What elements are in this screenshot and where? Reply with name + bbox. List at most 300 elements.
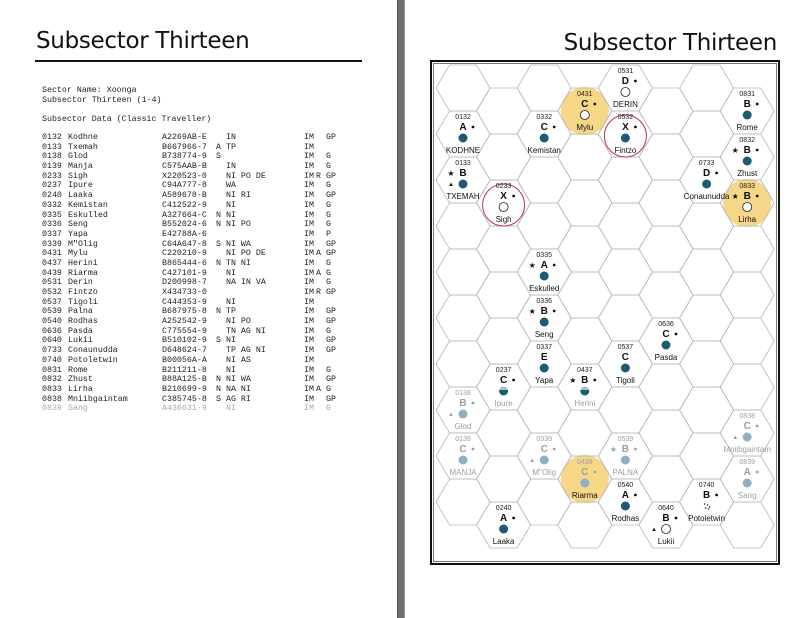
world-0332 [528,114,561,155]
gas-giant-icon [593,103,596,106]
hex-cell [477,272,531,318]
world-name: Yapa [535,376,554,385]
world-hex: 0740 [42,355,62,365]
hex-cell [598,295,652,341]
world-gg: G [326,220,331,230]
world-alleg: IM [304,346,314,356]
world-zone: R [316,288,321,297]
hex-cell [477,318,531,364]
world-0532 [604,114,646,157]
world-gg: P [326,229,331,239]
world-alleg: IM [304,326,314,336]
scout-base-icon: ▲ [651,527,657,533]
world-alleg: IM [304,375,314,385]
hex-cell [558,134,612,180]
planet-icon [621,134,630,143]
gas-giant-icon [593,379,596,382]
gas-giant-icon [472,402,475,405]
world-0237 [494,367,515,408]
world-alleg: IM [304,220,314,230]
gas-giant-icon [472,126,475,129]
world-name: Pasda [68,326,93,336]
world-name: Lukii [68,336,93,346]
gas-giant-icon [756,471,759,474]
world-base: N [216,220,221,230]
world-0831 [737,91,759,132]
subsector-line: Subsector Thirteen (1-4) [42,96,162,105]
hex-number: 0838 [739,413,755,420]
world-0832 [732,137,759,178]
hex-number: 0537 [617,344,634,351]
world-gg: GP [326,191,336,201]
world-uwp: B865444-6 [162,258,207,268]
planet-icon [702,180,711,189]
world-gg: GP [326,346,336,356]
world-codes: NI RI [226,191,251,201]
hex-cell [639,226,693,272]
world-uwp: C412522-9 [162,200,207,210]
world-name: Conaunudda [683,192,730,201]
world-codes: NI WA [226,239,251,249]
planet-icon [540,456,549,465]
hex-cell [436,65,490,111]
world-alleg: IM [304,181,314,191]
starport-class: C [499,375,508,386]
starport-class: X [500,191,507,202]
world-name: Laaka [492,537,515,546]
starport-class: B [621,444,630,455]
world-gg: G [326,162,331,172]
world-name: Mniibgaintam [68,394,128,404]
world-row [42,240,362,250]
world-alleg: IM [304,200,314,210]
world-name: PALNA [612,468,639,477]
hex-number: 0540 [617,482,634,489]
world-codes: NI [226,336,236,346]
world-row [42,317,362,327]
world-alleg: IM [304,268,314,278]
world-alleg: IM [304,404,314,414]
world-0139 [449,436,477,477]
starport-class: C [662,329,670,340]
planet-icon [459,410,468,419]
world-0339 [529,436,556,477]
world-hex: 0640 [42,336,62,346]
world-hex: 0132 [42,133,62,142]
planet-icon [743,111,752,120]
world-hex: 0431 [42,249,62,259]
left-page [0,0,397,618]
gas-giant-icon [634,126,637,129]
hex-cell [720,502,774,548]
world-codes: TN AG NI [226,326,266,336]
gas-giant-icon [634,494,637,497]
world-name: Riarma [68,268,98,278]
planet-no-water-icon [743,203,752,212]
world-alleg: IM [304,229,314,239]
scout-base-icon: ▲ [529,458,536,464]
gas-giant-icon [715,494,718,497]
world-name: Yapa [68,229,88,239]
world-0539 [610,436,639,477]
world-row [42,366,362,376]
world-uwp: D648624-7 [162,346,207,356]
hex-cell [598,203,652,249]
world-0336 [529,298,556,339]
hex-cell [598,157,652,203]
world-uwp: B687975-8 [162,307,207,317]
hex-cell [477,410,531,456]
world-0640 [651,505,677,546]
hex-number: 0539 [617,436,634,443]
world-name: Rodhas [68,317,98,327]
world-hex: 0339 [42,239,62,249]
hex-number: 0831 [739,91,755,98]
gas-giant-icon [756,149,759,152]
world-row [42,133,362,143]
world-hex: 0838 [42,394,62,404]
world-alleg: IM [304,258,314,268]
world-name: Palna [68,307,93,317]
starport-class: B [743,99,751,110]
world-codes: NI [226,268,236,278]
naval-base-icon: ★ [731,146,739,155]
world-name: Rodhas [611,514,640,523]
world-zone: A [316,268,321,278]
planet-icon [540,272,549,281]
world-hex: 0733 [42,346,62,356]
hex-cell [680,65,734,111]
hex-cell [436,341,490,387]
world-name: Fintzo [614,146,637,155]
gas-giant-icon [553,126,556,129]
world-gg: G [326,268,331,278]
world-name: Eskulled [68,210,108,220]
world-codes: NI AS [226,355,251,365]
world-uwp: B552024-6 [162,220,207,230]
world-alleg: IM [304,297,314,307]
planet-no-water-icon [580,111,589,120]
world-0636 [655,321,678,362]
starport-class: A [540,260,548,271]
subsector-data-heading: Subsector Data (Classic Traveller) [42,115,212,124]
world-gg: GP [326,375,336,385]
page-title: Subsector Thirteen [36,28,250,54]
world-uwp: A252542-9 [162,317,207,327]
hex-cell [558,410,612,456]
hex-number: 0240 [495,505,512,512]
world-codes: NI [226,200,236,210]
world-gg: G [326,365,331,375]
world-row [42,395,362,405]
world-hex: 0337 [42,229,62,239]
gas-giant-icon [634,448,637,451]
world-name: Zhust [68,375,93,385]
hex-cell [680,249,734,295]
hex-cell [720,364,774,410]
hex-cell [639,272,693,318]
planet-icon [743,479,752,488]
hex-cell [598,249,652,295]
world-alleg: IM [304,152,314,162]
world-name: Laaka [68,191,93,201]
world-gg: GP [326,288,336,297]
world-base: A [216,142,221,152]
world-uwp: C427101-9 [162,268,207,278]
world-0540 [612,482,640,523]
planet-icon [621,502,630,511]
world-base: N [216,210,221,220]
world-name: Mylu [68,249,88,259]
page-gutter [397,0,405,618]
world-gg: G [326,278,331,288]
world-name: M"Olig [68,239,98,249]
gas-giant-icon [593,471,596,474]
world-row [42,269,362,279]
world-uwp: A589678-B [162,191,207,201]
hex-number: 0431 [577,91,593,98]
world-codes: AG RI [226,394,251,404]
world-alleg: IM [304,210,314,220]
planet-no-water-icon [662,525,671,534]
world-row [42,288,362,298]
world-row [42,375,362,385]
planet-icon [621,456,630,465]
hex-number: 0437 [577,367,593,374]
world-row [42,201,362,211]
gas-giant-icon [553,310,556,313]
world-hex: 0439 [42,268,62,278]
world-uwp: D200998-7 [162,278,207,288]
hex-number: 0332 [536,114,552,121]
world-codes: NA IN VA [226,278,266,288]
world-uwp: B738774-9 [162,152,207,162]
world-name: MANJA [449,468,477,477]
world-hex: 0237 [42,181,62,191]
world-hex: 0833 [42,384,62,394]
hex-cell [477,134,531,180]
hex-number: 0336 [536,298,552,305]
hex-number: 0133 [455,160,471,167]
water-world-highlight [499,386,509,390]
world-gg: G [326,384,331,394]
world-name: KODHNE [445,146,481,155]
starport-class: E [540,352,548,363]
world-0839 [738,459,759,500]
hex-number: 0839 [739,459,755,466]
hex-cell [639,180,693,226]
world-uwp: E42788A-6 [162,229,207,239]
water-world-highlight [580,386,590,390]
world-row [42,356,362,366]
naval-base-icon: ★ [528,307,536,316]
world-hex: 0531 [42,278,62,288]
hex-cell [517,157,571,203]
hex-cell [558,180,612,226]
world-0437 [569,367,596,408]
asteroid-icon [708,508,710,510]
world-codes: IN [226,162,236,172]
world-uwp: B510102-9 [162,336,207,346]
world-codes: IN [226,133,236,142]
world-uwp: B667966-7 [162,142,207,152]
world-row [42,230,362,240]
world-gg: G [326,326,331,336]
world-0740 [688,482,725,523]
world-uwp: B211211-8 [162,365,207,375]
world-alleg: IM [304,239,314,249]
naval-base-icon: ★ [609,445,617,454]
gas-giant-icon [756,103,759,106]
world-codes: TP AG NI [226,346,266,356]
planet-icon [743,433,752,442]
world-name: Tigoli [68,297,98,307]
hex-number: 0532 [617,114,634,121]
hex-number: 0640 [658,505,674,512]
hex-cell [598,387,652,433]
world-uwp: X220523-0 [162,171,207,181]
world-name: Potoletwin [68,355,118,365]
scout-base-icon: ▲ [448,412,454,418]
hex-cell [639,456,693,502]
world-row [42,346,362,356]
world-alleg: IM [304,394,314,404]
gas-giant-icon [675,333,678,336]
asteroid-icon [704,503,706,505]
world-codes: NI [226,365,236,375]
starport-class: D [621,76,630,87]
hex-cell [558,502,612,548]
gas-giant-icon [756,425,759,428]
world-uwp: B88A125-B [162,375,207,385]
hex-cell [436,295,490,341]
planet-no-water-icon [621,88,630,97]
world-name: Riarma [571,491,598,500]
world-hex: 0839 [42,404,62,414]
world-hex: 0832 [42,375,62,385]
title-rule [35,60,362,62]
world-codes: NI PO [226,317,251,327]
naval-base-icon: ★ [731,192,739,201]
world-gg: G [326,404,331,414]
world-name: Sigh [68,171,88,181]
asteroid-icon [707,504,709,506]
world-row [42,211,362,221]
world-gg: G [326,181,331,191]
hex-cell [436,203,490,249]
world-gg: GP [326,307,336,317]
world-name: Sang [68,404,88,414]
world-name: Lirha [738,215,757,224]
world-row [42,220,362,230]
hex-cell [680,111,734,157]
gas-giant-icon [675,517,678,520]
hex-number: 0832 [739,137,755,144]
world-hex: 0332 [42,200,62,210]
world-row [42,336,362,346]
world-base: N [216,307,221,317]
world-data-table [42,133,362,414]
world-row [42,327,362,337]
world-name: Ipure [68,181,93,191]
world-hex: 0139 [42,162,62,172]
world-0733 [684,160,730,201]
world-name: Conaunudda [68,346,118,356]
starport-class: B [581,375,589,386]
scout-base-icon: ▲ [448,182,454,188]
hex-cell [436,479,490,525]
world-codes: TP [226,307,236,317]
world-uwp: C444353-9 [162,297,207,307]
world-uwp: C94A777-8 [162,181,207,191]
world-name: Mylu [576,123,594,132]
hex-number: 0132 [455,114,471,121]
gas-giant-icon [553,264,556,267]
world-0838 [723,413,771,454]
world-name: Sigh [495,215,512,224]
world-alleg: IM [304,142,314,152]
world-base: S [216,394,221,404]
gas-giant-icon [512,195,515,198]
world-codes: NI WA [226,375,251,385]
world-name: Glod [454,422,472,431]
world-row [42,152,362,162]
starport-class: B [540,306,548,317]
world-codes: NI PO DE [226,249,266,259]
world-row [42,191,362,201]
world-row [42,181,362,191]
planet-icon [540,134,549,143]
planet-icon [662,341,671,350]
starport-class: C [581,467,589,478]
world-hex: 0437 [42,258,62,268]
starport-class: B [743,145,751,156]
world-name: DERIN [612,100,638,109]
planet-icon [540,318,549,327]
asteroid-icon [705,507,707,509]
world-codes: NI [226,404,236,414]
hex-number: 0531 [617,68,634,75]
world-alleg: IM [304,278,314,288]
planet-icon [621,364,630,373]
asteroid-icon [709,506,711,508]
world-alleg: IM [304,384,314,394]
hex-number: 0337 [536,344,552,351]
world-hex: 0240 [42,191,62,201]
subsector-hex-map [430,60,780,565]
world-alleg: IM [304,191,314,201]
world-row [42,385,362,395]
naval-base-icon: ★ [528,261,536,270]
world-name: Ipure [494,399,513,408]
hex-cell [720,272,774,318]
world-uwp: C385745-8 [162,394,207,404]
world-row [42,172,362,182]
world-alleg: IM [304,317,314,327]
world-hex: 0539 [42,307,62,317]
world-zone: A [316,249,321,259]
world-gg: G [326,200,331,210]
hex-number: 0339 [536,436,552,443]
starport-class: B [459,168,467,179]
world-name: Tigoli [615,376,635,385]
starport-class: A [459,122,467,133]
world-alleg: IM [304,307,314,317]
starport-class: B [662,513,670,524]
world-0337 [535,344,554,385]
world-name: Fintzo [68,288,98,297]
world-0132 [446,114,480,155]
